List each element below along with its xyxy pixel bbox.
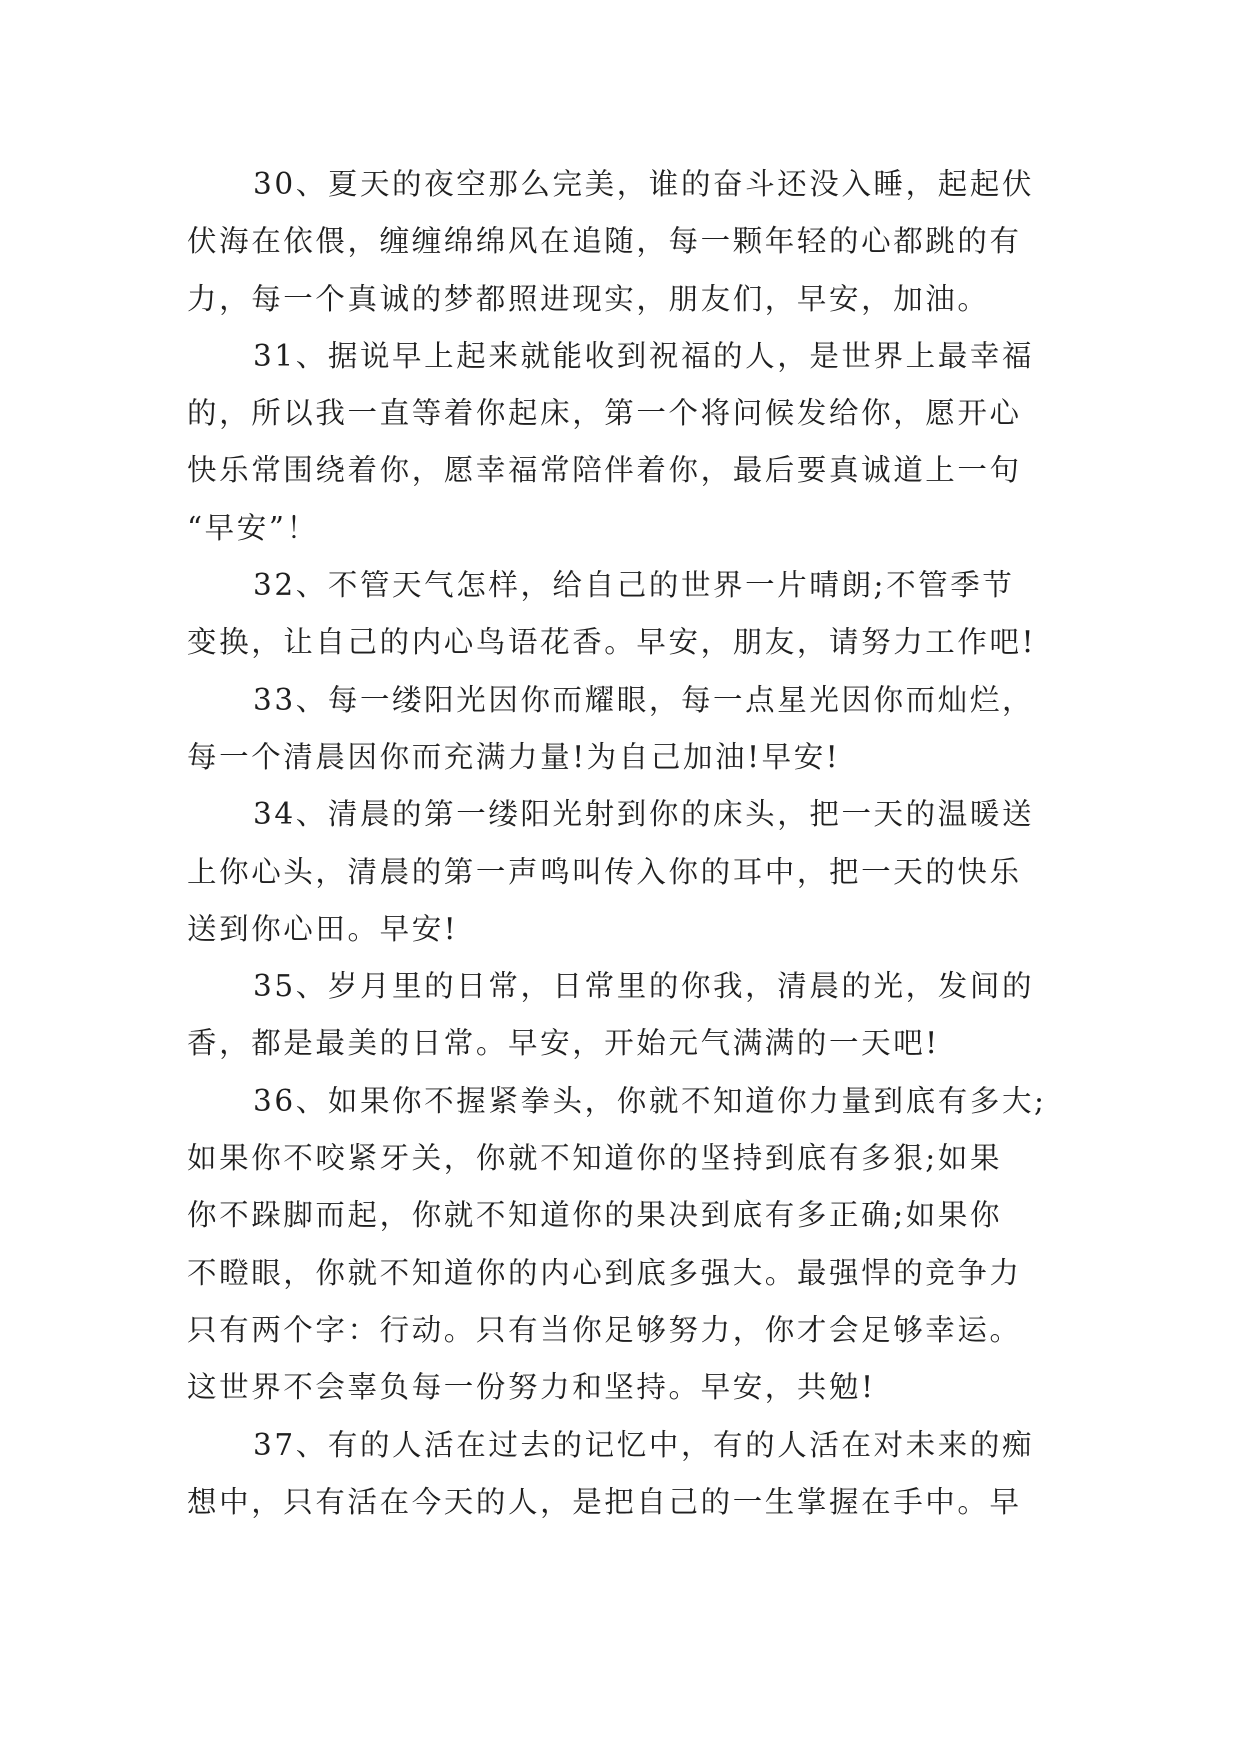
paragraph-line: 34、清晨的第一缕阳光射到你的床头，把一天的温暖送 xyxy=(253,797,1035,832)
paragraph-line: 只有两个字：行动。只有当你足够努力，你才会足够幸运。 xyxy=(187,1312,1022,1347)
paragraph-36 xyxy=(187,1073,1067,1417)
document-body xyxy=(187,156,1067,1531)
paragraph-line: 不瞪眼，你就不知道你的内心到底多强大。最强悍的竞争力 xyxy=(187,1255,1022,1290)
paragraph-line: “早安”！ xyxy=(187,510,319,545)
paragraph-line: 快乐常围绕着你，愿幸福常陪伴着你，最后要真诚道上一句 xyxy=(187,453,1022,488)
paragraph-line: 上你心头，清晨的第一声鸣叫传入你的耳中，把一天的快乐 xyxy=(187,854,1022,889)
paragraph-line: 送到你心田。早安! xyxy=(187,911,459,946)
paragraph-line: 这世界不会辜负每一份努力和坚持。早安，共勉! xyxy=(187,1370,876,1405)
paragraph-30 xyxy=(187,156,1067,328)
paragraph-line: 香，都是最美的日常。早安，开始元气满满的一天吧! xyxy=(187,1026,940,1061)
paragraph-line: 32、不管天气怎样，给自己的世界一片晴朗;不管季节 xyxy=(253,568,1015,603)
paragraph-line: 每一个清晨因你而充满力量!为自己加油!早安! xyxy=(187,739,841,774)
paragraph-line: 你不跺脚而起，你就不知道你的果决到底有多正确;如果你 xyxy=(187,1198,1003,1233)
paragraph-line: 变换，让自己的内心鸟语花香。早安，朋友，请努力工作吧! xyxy=(187,625,1037,660)
paragraph-line: 30、夏天的夜空那么完美，谁的奋斗还没入睡，起起伏 xyxy=(253,167,1035,201)
paragraph-line: 力，每一个真诚的梦都照进现实，朋友们，早安，加油。 xyxy=(187,281,990,316)
paragraph-32 xyxy=(187,557,1067,672)
paragraph-34 xyxy=(187,786,1067,958)
paragraph-37 xyxy=(187,1417,1067,1532)
paragraph-35 xyxy=(187,958,1067,1073)
paragraph-line: 31、据说早上起来就能收到祝福的人，是世界上最幸福 xyxy=(253,338,1035,373)
paragraph-31 xyxy=(187,328,1067,557)
paragraph-line: 37、有的人活在过去的记忆中，有的人活在对未来的痴 xyxy=(253,1427,1035,1462)
paragraph-line: 36、如果你不握紧拳头，你就不知道你力量到底有多大; xyxy=(253,1083,1047,1118)
paragraph-line: 35、岁月里的日常，日常里的你我，清晨的光，发间的 xyxy=(253,969,1035,1004)
paragraph-line: 33、每一缕阳光因你而耀眼，每一点星光因你而灿烂， xyxy=(253,682,1035,717)
paragraph-line: 如果你不咬紧牙关，你就不知道你的坚持到底有多狠;如果 xyxy=(187,1141,1003,1176)
paragraph-line: 的，所以我一直等着你起床，第一个将问候发给你，愿开心 xyxy=(187,396,1022,431)
paragraph-33 xyxy=(187,672,1067,787)
paragraph-line: 想中，只有活在今天的人，是把自己的一生掌握在手中。早 xyxy=(187,1484,1022,1519)
paragraph-line: 伏海在依偎，缠缠绵绵风在追随，每一颗年轻的心都跳的有 xyxy=(187,224,1022,259)
